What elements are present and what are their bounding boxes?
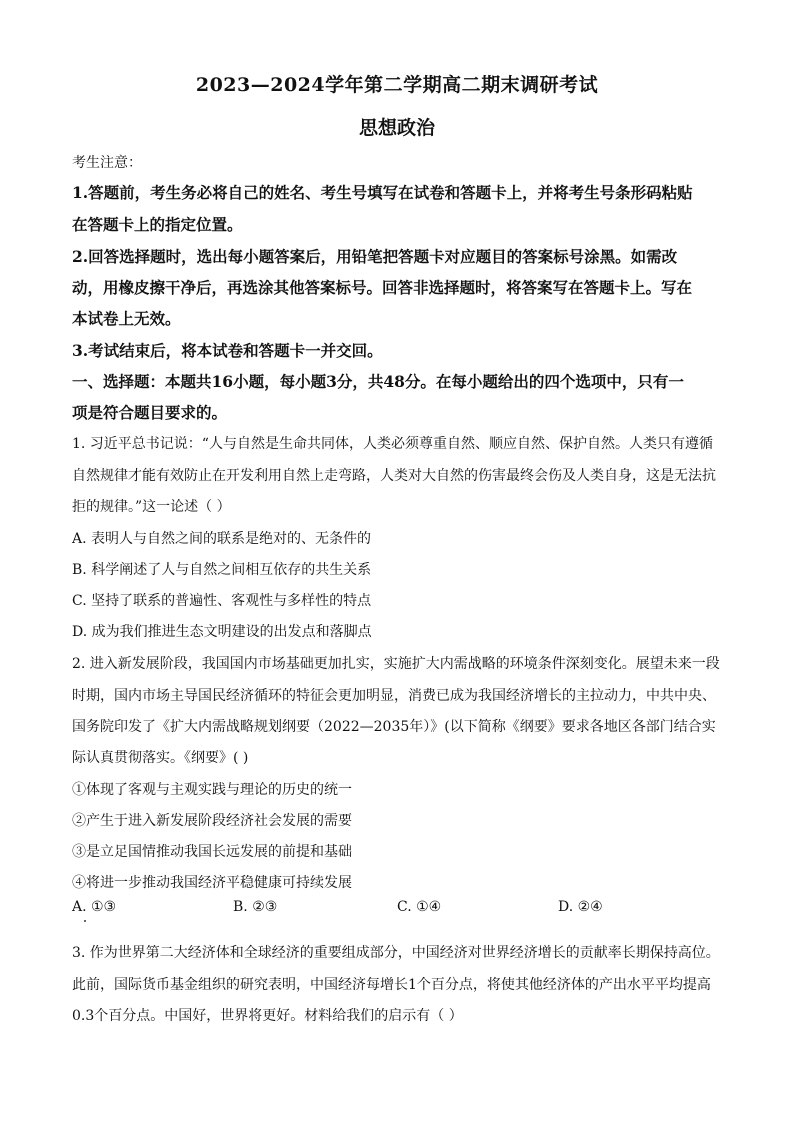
question-stem: 3. 作为世界第二大经济体和全球经济的重要组成部分，中国经济对世界经济增长的贡献率长期保持高位。 xyxy=(72,945,720,961)
notice-line: 在答题卡上的指定位置。 xyxy=(72,215,243,234)
question-stem: 拒的规律。”这一论述（ ） xyxy=(72,499,231,515)
subject-title: 思想政治 xyxy=(358,117,435,139)
statement-item: ③是立足国情推动我国长远发展的前提和基础 xyxy=(72,844,352,860)
question-stem: 2. 进入新发展阶段，我国国内市场基础更加扎实，实施扩大内需战略的环境条件深刻变化。展望未来一段 xyxy=(72,656,720,672)
notice-line: 2.回答选择题时，选出每小题答案后，用铅笔把答题卡对应题目的答案标号涂黑。如需改 xyxy=(72,247,678,266)
question-stem: 国务院印发了《扩大内需战略规划纲要（2022—2035年）》(以下简称《纲要》要求各地区各部门结合实 xyxy=(72,719,716,735)
answer-option: D. 成为我们推进生态文明建设的出发点和落脚点 xyxy=(72,624,372,640)
answer-choice-b: B. ②③ xyxy=(233,899,278,915)
notice-heading: 考生注意： xyxy=(72,155,142,171)
answer-option: C. 坚持了联系的普遍性、客观性与多样性的特点 xyxy=(72,593,372,609)
answer-choice-d: D. ②④ xyxy=(558,899,603,915)
notice-line: 3.考试结束后，将本试卷和答题卡一并交回。 xyxy=(72,341,383,360)
notice-line: 动，用橡皮擦干净后，再选涂其他答案标号。回答非选择题时，将答案写在答题卡上。写在 xyxy=(72,278,693,297)
section-heading: 项是符合题目要求的。 xyxy=(72,403,228,422)
exam-title: 2023—2024学年第二学期高二期末调研考试 xyxy=(195,74,599,96)
question-stem: 此前，国际货币基金组织的研究表明，中国经济每增长1个百分点，将使其他经济体的产出水平平均提高 xyxy=(72,977,711,993)
notice-line: 本试卷上无效。 xyxy=(72,309,181,328)
question-stem: 1. 习近平总书记说：“人与自然是生命共同体，人类必须尊重自然、顺应自然、保护自然。人类只有遵循 xyxy=(72,436,713,452)
section-heading: 一、选择题：本题共16小题，每小题3分，共48分。在每小题给出的四个选项中，只有一 xyxy=(72,372,684,391)
notice-line: 1.答题前，考生务必将自己的姓名、考生号填写在试卷和答题卡上，并将考生号条形码粘贴 xyxy=(72,183,693,202)
answer-option: A. 表明人与自然之间的联系是绝对的、无条件的 xyxy=(72,531,372,547)
question-stem: 时期，国内市场主导国民经济循环的特征会更加明显，消费已成为我国经济增长的主拉动力，中共中央、 xyxy=(72,688,716,704)
question-stem: 际认真贯彻落实。《纲要》( ) xyxy=(72,750,249,766)
answer-option: B. 科学阐述了人与自然之间相互依存的共生关系 xyxy=(72,562,372,578)
statement-item: ④将进一步推动我国经济平稳健康可持续发展 xyxy=(72,875,352,891)
answer-choice-c: C. ①④ xyxy=(397,899,442,915)
question-stem: 0.3个百分点。中国好，世界将更好。材料给我们的启示有（ ） xyxy=(72,1008,463,1024)
stray-mark xyxy=(84,920,86,922)
statement-item: ①体现了客观与主观实践与理论的历史的统一 xyxy=(72,782,352,798)
question-stem: 自然规律才能有效防止在开发利用自然上走弯路，人类对大自然的伤害最终会伤及人类自身，这是无法抗 xyxy=(72,468,716,484)
statement-item: ②产生于进入新发展阶段经济社会发展的需要 xyxy=(72,813,352,829)
answer-choice-a: A. ①③ xyxy=(72,899,117,915)
